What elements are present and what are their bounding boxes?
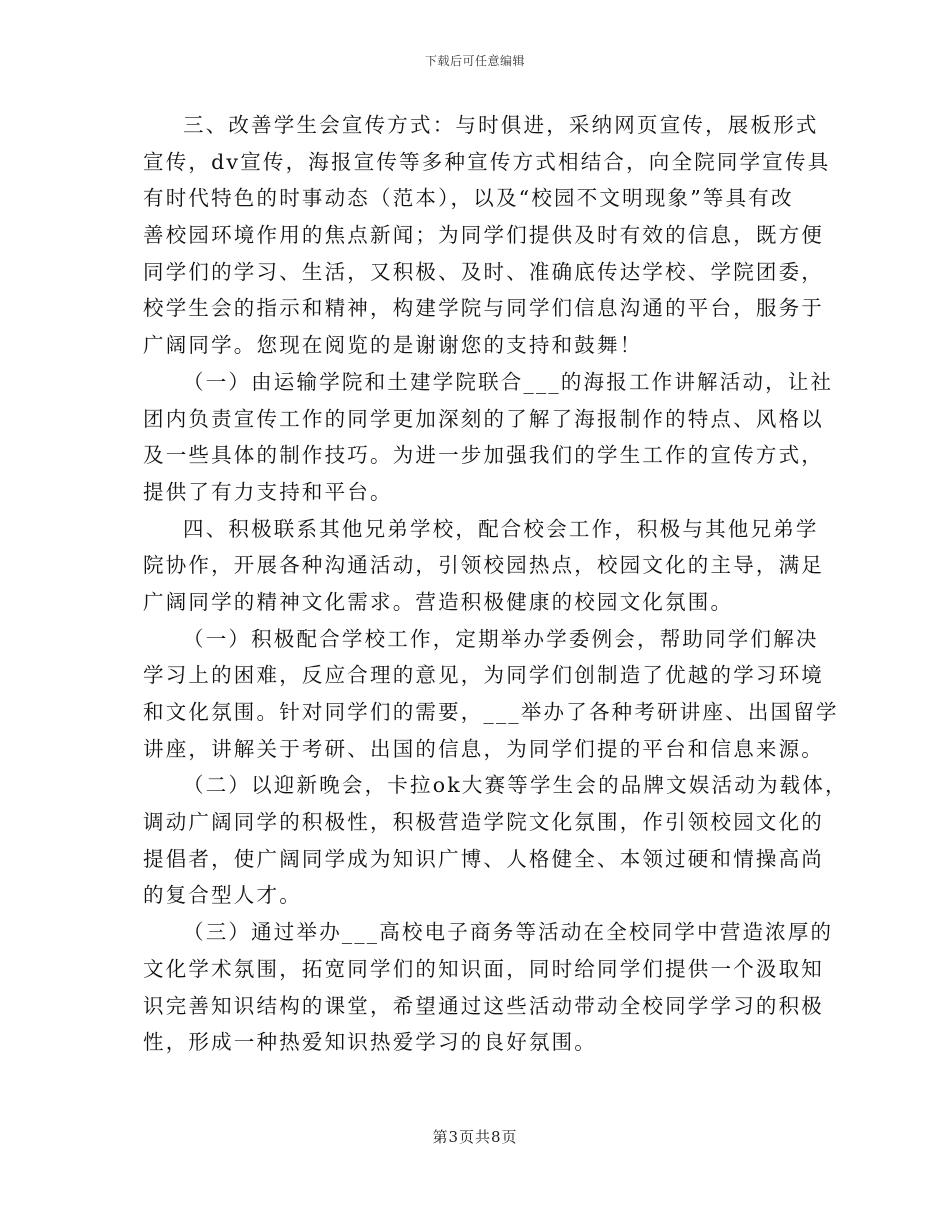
- paragraph-line: 及一些具体的制作技巧。为进一步加强我们的学生工作的宣传方式，: [143, 443, 824, 468]
- paragraph-line: 有时代特色的时事动态（范本），以及“校园不文明现象”等具有改: [143, 186, 794, 211]
- paragraph-line: 提供了有力支持和平台。: [143, 479, 393, 504]
- paragraph-line: 文化学术氛围，拓宽同学们的知识面，同时给同学们提供一个汲取知: [143, 956, 824, 981]
- paragraph-line: （三）通过举办___高校电子商务等活动在全校同学中营造浓厚的: [183, 920, 834, 945]
- paragraph-line: 和文化氛围。针对同学们的需要，___举办了各种考研讲座、出国留学: [143, 700, 839, 724]
- paragraph-line: （二）以迎新晚会，卡拉ok大赛等学生会的品牌文娱活动为载体，: [183, 773, 848, 798]
- paragraph-line: 识完善知识结构的课堂，希望通过这些活动带动全校同学学习的积极: [143, 993, 824, 1018]
- paragraph-line: 同学们的学习、生活，又积极、及时、准确底传达学校、学院团委，: [143, 259, 824, 284]
- paragraph-line: 的复合型人才。: [143, 883, 302, 908]
- paragraph-line: 广阔同学的精神文化需求。营造积极健康的校园文化氛围。: [143, 589, 734, 614]
- document-body: [143, 107, 848, 1061]
- paragraph-line: 讲座，讲解关于考研、出国的信息，为同学们提的平台和信息来源。: [143, 736, 824, 761]
- paragraph-line: 性，形成一种热爱知识热爱学习的良好氛围。: [143, 1030, 597, 1055]
- paragraph-line: 三、改善学生会宣传方式：与时俱进，采纳网页宣传，展板形式: [183, 113, 819, 137]
- paragraph-line: 广阔同学。您现在阅览的是谢谢您的支持和鼓舞！: [143, 333, 643, 358]
- paragraph-line: 宣传，dv宣传，海报宣传等多种宣传方式相结合，向全院同学宣传具: [143, 149, 831, 174]
- paragraph-line: 调动广阔同学的积极性，积极营造学院文化氛围，作引领校园文化的: [143, 810, 824, 835]
- paragraph-line: 校学生会的指示和精神，构建学院与同学们信息沟通的平台，服务于: [143, 296, 824, 321]
- paragraph-line: 提倡者，使广阔同学成为知识广博、人格健全、本领过硬和情操高尚: [143, 846, 824, 871]
- paragraph-line: 团内负责宣传工作的同学更加深刻的了解了海报制作的特点、风格以: [143, 406, 824, 431]
- paragraph-line: （一）由运输学院和土建学院联合___的海报工作讲解活动，让社: [183, 369, 834, 394]
- page-header: 下载后可任意编辑: [424, 54, 525, 68]
- paragraph-line: （一）积极配合学校工作，定期举办学委例会，帮助同学们解决: [183, 626, 819, 651]
- paragraph-line: 四、积极联系其他兄弟学校，配合校会工作，积极与其他兄弟学: [183, 516, 819, 541]
- paragraph-line: 院协作，开展各种沟通活动，引领校园热点，校园文化的主导，满足: [143, 553, 824, 578]
- page-number: 第3页共8页: [432, 1128, 518, 1146]
- paragraph-line: 善校园环境作用的焦点新闻；为同学们提供及时有效的信息，既方便: [143, 223, 824, 248]
- paragraph-line: 学习上的困难，反应合理的意见，为同学们创制造了优越的学习环境: [143, 663, 824, 688]
